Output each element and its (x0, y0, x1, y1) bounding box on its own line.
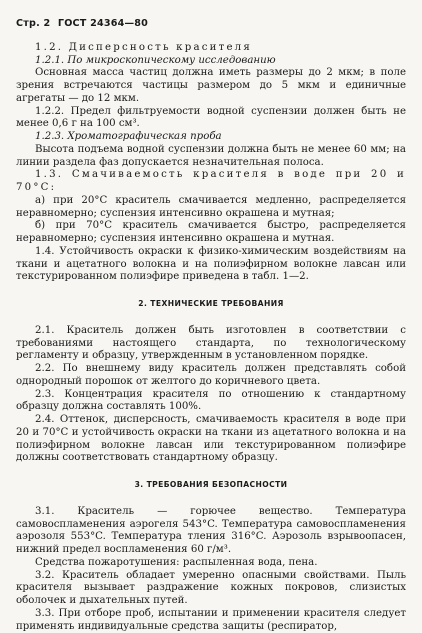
section-2-4-text: 2.4. Оттенок, дисперсность, смачиваемость красителя в воде при 20 и 70°C и устойчивость окраски на ткани из ацетатного волокна и на полиэфирном волокне лавсан или текстурированном полиэфире должны соответствовать стандартному образцу. (16, 414, 406, 464)
section-1-2-3-text: Высота подъема водной суспензии должна быть не менее 60 мм; на линии раздела фаз допускается незначительная полоса. (16, 143, 406, 168)
page-number: Стр. 2 (16, 18, 51, 29)
section-2-3-text: 2.3. Концентрация красителя по отношению к стандартному образцу должна составлять 100%. (16, 388, 406, 413)
section-1-2-heading: 1.2. Дисперсность красителя (35, 41, 252, 53)
section-1-2-1-heading: 1.2.1. По микроскопическому исследованию (35, 54, 276, 66)
standard-code: ГОСТ 24364—80 (57, 18, 149, 29)
section-2-title: 2. ТЕХНИЧЕСКИЕ ТРЕБОВАНИЯ (138, 299, 284, 308)
section-1-2-2-text: 1.2.2. Предел фильтруемости водной суспензии должен быть не менее 0,6 г на 100 см³. (16, 105, 406, 130)
section-3-1-extinguishing: Средства пожаротушения: распыленная вода, пена. (35, 556, 318, 568)
section-1-3-heading: 1.3. Смачиваемость красителя в воде при 20 и 70°C: (16, 169, 406, 193)
page-header (16, 18, 406, 31)
section-3-1-text: 3.1. Краситель — горючее вещество. Температура самовоспламенения аэрогеля 543°C. Температура самовоспламенения аэрозоля 553°C. Температура тления 316°C. Аэрозоль взрывоопасен, нижний предел воспламенения 60 г/м³. (16, 505, 406, 555)
section-3-2-text: 3.2. Краситель обладает умеренно опасными свойствами. Пыль красителя вызывает раздражение кожных покровов, слизистых оболочек и дыхательных путей. (16, 569, 406, 606)
section-1-2-3-heading: 1.2.3. Хроматографическая проба (35, 131, 222, 142)
section-2-1-text: 2.1. Краситель должен быть изготовлен в соответствии с требованиями настоящего стандарта, по технологическому регламенту и образцу, утвержденным в установленном порядке. (16, 324, 406, 362)
section-3-title: 3. ТРЕБОВАНИЯ БЕЗОПАСНОСТИ (134, 480, 288, 489)
section-1-4-text: 1.4. Устойчивость окраски к физико-химическим воздействиям на ткани и ацетатного волокна и на полиэфирном волокне лавсан или текстурированном полиэфире приведена в табл. 1—2. (16, 245, 406, 283)
section-1-3-item-a: а) при 20°C краситель смачивается медленно, распределяется неравномерно; суспензия интенсивно окрашена и мутная; (16, 194, 406, 219)
section-3-3-text: 3.3. При отборе проб, испытании и применении красителя следует применять индивидуальные средства защиты (респиратор, (16, 607, 406, 632)
section-1-2-1-text: Основная масса частиц должна иметь размеры до 2 мкм; в поле зрения встречаются частицы размером до 5 мкм и единичные агрегаты — до 12 мкм. (16, 67, 406, 104)
section-2-2-text: 2.2. По внешнему виду краситель должен представлять собой однородный порошок от желтого до коричневого цвета. (16, 363, 406, 387)
section-1-3-item-b: б) при 70°C краситель смачивается быстро, распределяется неравномерно; суспензия интенсивно окрашена и мутная. (16, 220, 406, 244)
